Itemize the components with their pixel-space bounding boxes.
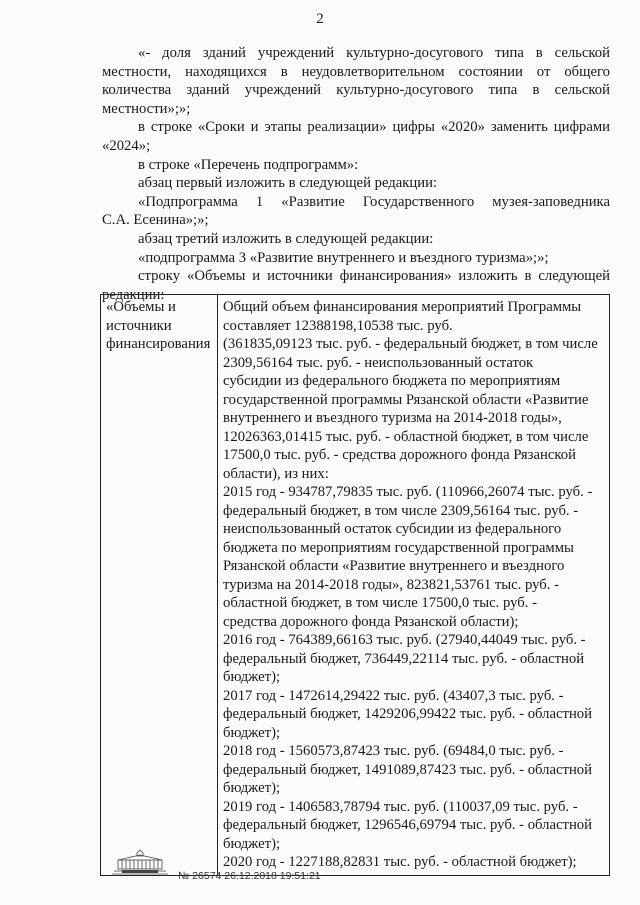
content-line: государственной программы Рязанской области «Развитие [223,391,589,408]
paragraph-line: местности»;»; [102,100,191,117]
paragraph-line: местности, находящихся в неудовлетворительном состоянии от общего [102,63,610,80]
content-line: федеральный бюджет, 1296546,69794 тыс. руб. - областной [223,817,593,833]
paragraph-line: количества зданий учреждений культурно-досугового типа в сельской [102,82,610,99]
paragraph-line: в строке «Перечень подпрограмм»: [138,156,359,173]
content-line: Общий объем финансирования мероприятий Программы [223,299,582,315]
content-cell [218,295,610,876]
label-cell [101,295,218,876]
paragraph-line: в строке «Сроки и этапы реализации» цифры «2020» заменить цифрами [138,119,610,136]
content-line: федеральный бюджет, 1429206,99422 тыс. руб. - областной [223,706,593,722]
paragraph-line: «Подпрограмма 1 «Развитие Государственного музея-заповедника [138,193,610,210]
content-line: областной бюджет, в том числе 17500,0 тыс. руб. - [223,595,537,611]
content-line: федеральный бюджет, 1491089,87423 тыс. руб. - областной [223,761,593,778]
content-line: 2309,56164 тыс. руб. - неиспользованный остаток [223,354,534,371]
content-line: бюджет); [223,724,281,741]
content-line: бюджета по мероприятиям государственной программы [223,539,574,556]
paragraph-line: редакции: [102,286,165,303]
building-emblem-icon [110,848,170,876]
content-line: внутреннего и въездного туризма на 2014-2018 годы», [223,410,562,426]
paragraph-line: С.А. Есенина»;»; [102,212,209,229]
content-line: Рязанской области «Развитие внутреннего и въездного [223,558,565,574]
content-line: 2015 год - 934787,79835 тыс. руб. (110966,26074 тыс. руб. - [223,484,593,500]
paragraph-line: «2024»; [102,137,151,154]
label-line: источники [106,317,172,334]
content-line: составляет 12388198,10538 тыс. руб. [223,317,453,334]
content-line: федеральный бюджет, в том числе 2309,56164 тыс. руб. - [223,502,579,519]
content-line: бюджет); [223,780,281,796]
content-line: 2018 год - 1560573,87423 тыс. руб. (69484,0 тыс. руб. - [223,743,564,759]
label-line: финансирования [106,336,211,352]
paragraph-line: «- доля зданий учреждений культурно-досугового типа в сельской [138,45,610,61]
content-line: бюджет); [223,669,281,685]
content-line: (361835,09123 тыс. руб. - федеральный бюджет, в том числе [223,336,598,352]
content-line: 2020 год - 1227188,82831 тыс. руб. - областной бюджет); [223,854,577,870]
table-row [101,295,610,876]
content-line: 2017 год - 1472614,29422 тыс. руб. (43407,3 тыс. руб. - [223,687,564,704]
content-line: туризма на 2014-2018 годы», 823821,53761 тыс. руб. - [223,576,560,593]
content-line: федеральный бюджет, 736449,22114 тыс. руб. - областной [223,650,585,667]
paragraph-line: «подпрограмма 3 «Развитие внутреннего и въездного туризма»;»; [138,249,549,266]
document-body [102,44,610,304]
content-line: 12026363,01415 тыс. руб. - областной бюджет, в том числе [223,428,589,445]
page-number: 2 [316,11,324,27]
financing-table [100,294,610,876]
content-line: субсидии из федерального бюджета по мероприятиям [223,373,561,389]
content-line: неиспользованный остаток субсидии из федерального [223,521,562,537]
content-line: 2016 год - 764389,66163 тыс. руб. (27940,44049 тыс. руб. - [223,632,586,648]
content-line: средства дорожного фонда Рязанской области); [223,613,519,630]
content-line: 2019 год - 1406583,78794 тыс. руб. (110037,09 тыс. руб. - [223,798,578,815]
content-line: области), из них: [223,465,329,482]
paragraph-line: абзац третий изложить в следующей редакции: [138,230,434,247]
label-line: «Объемы и [106,299,176,315]
paragraph-line: абзац первый изложить в следующей редакции: [138,175,438,192]
content-line: бюджет); [223,835,281,852]
document-stamp: № 26574 26.12.2018 19:51:21 [178,870,321,882]
paragraph-line: строку «Объемы и источники финансирования» изложить в следующей [138,268,610,285]
content-line: 17500,0 тыс. руб. - средства дорожного фонда Рязанской [223,447,576,463]
